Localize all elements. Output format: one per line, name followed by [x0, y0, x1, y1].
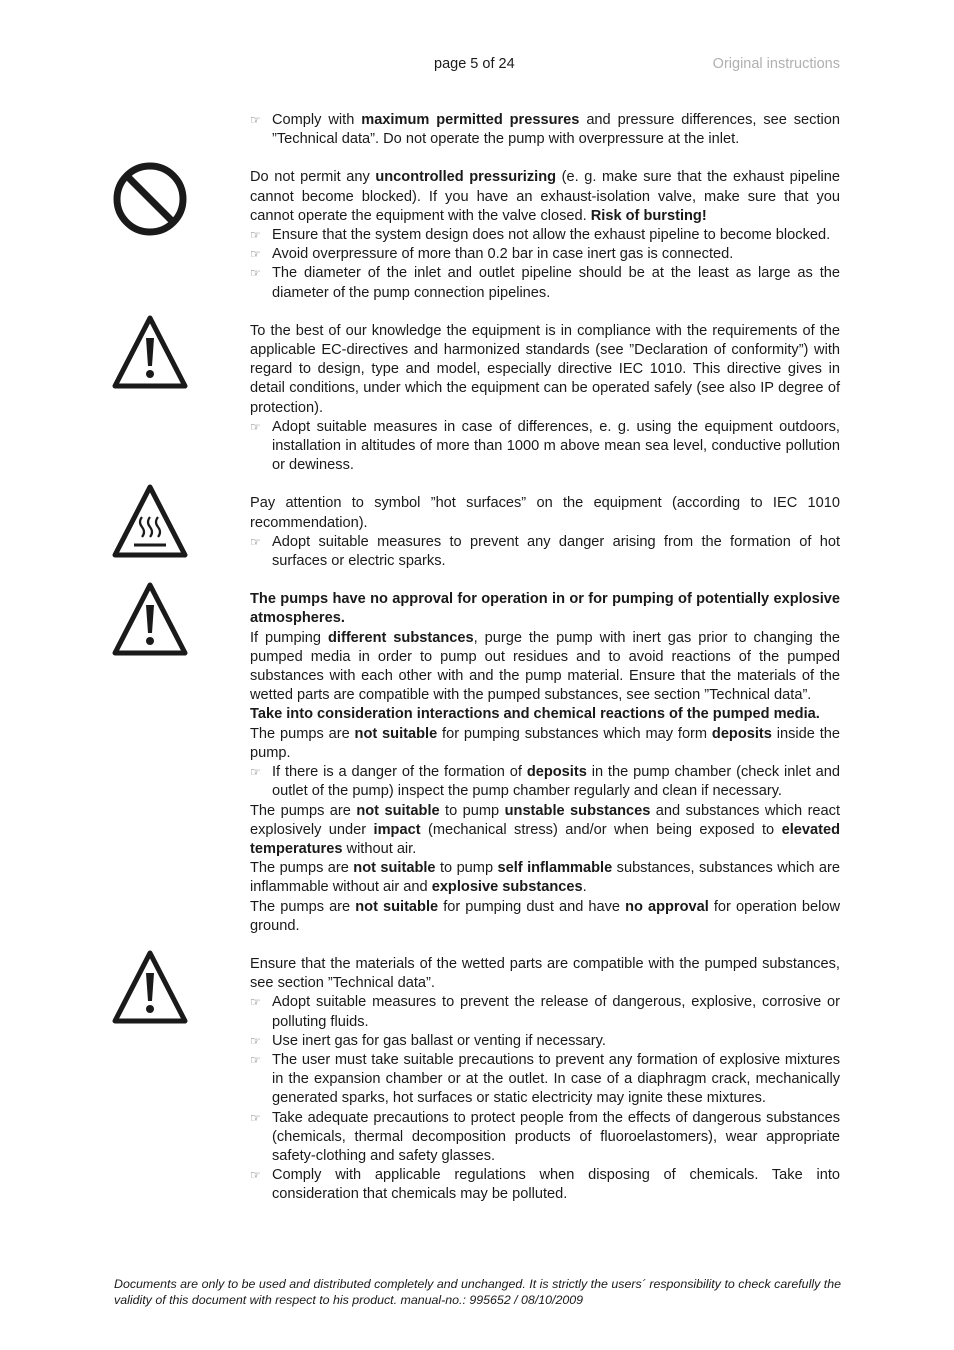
bullet-item: [250, 1109, 840, 1167]
text-run: and substances which react explosively under: [250, 802, 841, 838]
main-content: [250, 111, 840, 1224]
text-run: The user must take suitable precautions to prevent any formation of explosive mixtures in the expansion chamber or at the outlet. In case of a diaphragm crack, mechanically generated sparks, hot surfaces or static electricity may ignite these mixtures.: [272, 1051, 840, 1107]
bold-text: not suitable: [353, 860, 436, 877]
bold-text: no approval: [625, 898, 709, 915]
text-run: To the best of our knowledge the equipment is in compliance with the requirements of the applicable EC-directives and harmonized standards (see ”Declaration of conformity”) with regard to design, type and model, especially directive IEC 1010. This directive gives in detail conditions, under which the equipment can be operated safely (see also IP degree of protection).: [250, 322, 840, 416]
text-run: for pumping dust and have: [438, 898, 626, 915]
bold-text: not suitable: [356, 802, 440, 819]
pointing-hand-icon: ☞: [250, 1110, 261, 1125]
text-run: If pumping: [250, 629, 328, 646]
bold-text: explosive substances: [431, 879, 583, 896]
warning-triangle-icon: [112, 949, 188, 1025]
paragraph: [250, 705, 840, 724]
instruction-block: [250, 111, 840, 149]
pointing-hand-icon: ☞: [250, 534, 261, 549]
text-run: for operation below ground.: [250, 898, 841, 934]
pointing-hand-icon: ☞: [250, 1033, 261, 1048]
bold-text: uncontrolled pressurizing: [375, 169, 557, 186]
paragraph: [250, 322, 840, 418]
text-run: The diameter of the inlet and outlet pipeline should be at the least as large as the diameter of the pump connection pipelines.: [272, 265, 840, 301]
text-run: The pumps are: [250, 860, 354, 877]
text-run: The pumps are: [250, 802, 357, 819]
instruction-block: [250, 168, 840, 302]
bold-text: different substances: [327, 629, 474, 646]
text-run: Avoid overpressure of more than 0.2 bar in case inert gas is connected.: [272, 246, 734, 263]
paragraph: [250, 494, 840, 532]
instruction-block: [250, 494, 840, 571]
pointing-hand-icon: ☞: [250, 113, 261, 127]
text-run: to pump: [439, 802, 505, 819]
text-run: (mechanical stress) and/or when being exposed to: [420, 821, 782, 838]
bullet-item: [250, 264, 840, 302]
bullet-item: [250, 1166, 840, 1204]
paragraph: [250, 898, 840, 936]
pointing-hand-icon: ☞: [250, 1168, 261, 1183]
warning-triangle-icon: [112, 314, 188, 390]
text-run: Ensure that the system design does not allow the exhaust pipeline to become blocked.: [272, 227, 831, 244]
text-run: The pumps are: [250, 725, 355, 742]
bullet-item: [250, 1032, 840, 1051]
text-run: Do not permit any: [250, 169, 376, 186]
document-type-label: Original instructions: [712, 56, 840, 72]
warning-triangle-icon: [112, 581, 188, 657]
bold-text: self inflammable: [497, 860, 613, 877]
text-run: substances, substances which are inflammable without air and: [250, 860, 841, 896]
bullet-item: [250, 993, 840, 1031]
paragraph: [250, 859, 840, 897]
text-run: , purge the pump with inert gas prior to changing the pumped media in order to pump out residues and to avoid reactions of the pumped substances with each other with and the pump material. Ensure that the materials of the wetted parts are compatible with the pumped substances, see section ”Technical data”.: [250, 629, 840, 704]
bold-text: not suitable: [355, 898, 439, 915]
text-run: (e. g. make sure that the exhaust pipeline cannot become blocked). If you have an exhaust-isolation valve, make sure that you cannot operate the equipment with the valve closed.: [250, 169, 840, 224]
paragraph: [250, 590, 840, 628]
bullet-item: [250, 1051, 840, 1109]
pointing-hand-icon: ☞: [250, 247, 261, 262]
bold-text: Risk of bursting!: [590, 207, 707, 224]
text-run: Adopt suitable measures in case of differences, e. g. using the equipment outdoors, installation in altitudes of more than 1000 m above mean sea level, conductive pollution or dewiness.: [272, 418, 840, 474]
bullet-item: [250, 111, 840, 149]
bullet-item: [250, 533, 840, 571]
text-run: in the pump chamber (check inlet and outlet of the pump) inspect the pump chamber regularly and clean if necessary.: [272, 764, 840, 800]
prohibition-sign-icon: [112, 161, 188, 237]
text-run: for pumping substances which may form: [437, 725, 712, 742]
paragraph: [250, 802, 840, 860]
pointing-hand-icon: ☞: [250, 419, 261, 434]
text-run: Use inert gas for gas ballast or venting if necessary.: [272, 1032, 606, 1049]
hot-surface-icon: [112, 483, 188, 559]
bold-text: elevated temperatures: [250, 821, 840, 857]
paragraph: [250, 168, 840, 226]
text-run: without air.: [342, 840, 417, 857]
text-run: Adopt suitable measures to prevent any danger arising from the formation of hot surfaces or electric sparks.: [272, 533, 840, 570]
text-run: Ensure that the materials of the wetted parts are compatible with the pumped substances, see section ”Technical data”.: [250, 955, 840, 992]
bold-text: Take into consideration interactions and chemical reactions of the pumped media.: [250, 706, 820, 723]
pointing-hand-icon: ☞: [250, 765, 261, 780]
text-run: Pay attention to symbol ”hot surfaces” on the equipment (according to IEC 1010 recommendation).: [250, 495, 840, 531]
text-run: The pumps are: [250, 898, 356, 915]
bold-text: maximum permitted pressures: [361, 112, 580, 128]
paragraph: [250, 955, 840, 993]
bullet-item: [250, 763, 840, 801]
bold-text: not suitable: [354, 725, 438, 742]
bold-text: unstable substances: [504, 802, 651, 819]
bullet-item: [250, 245, 840, 264]
text-run: Comply with applicable regulations when disposing of chemicals. Take into consideration that chemicals may be polluted.: [272, 1167, 840, 1203]
paragraph: [250, 629, 840, 706]
pointing-hand-icon: ☞: [250, 995, 261, 1010]
text-run: inside the pump.: [250, 725, 840, 761]
instruction-block: [250, 322, 840, 476]
text-run: Comply with: [272, 112, 362, 128]
bold-text: The pumps have no approval for operation in or for pumping of potentially explosive atmospheres.: [250, 591, 840, 627]
bullet-item: [250, 418, 840, 476]
text-run: to pump: [435, 860, 498, 877]
instruction-block: [250, 590, 840, 936]
text-run: .: [582, 879, 587, 896]
bold-text: deposits: [526, 764, 587, 781]
pointing-hand-icon: ☞: [250, 228, 261, 243]
text-run: and pressure differences, see section ”Technical data”. Do not operate the pump with overpressure at the inlet.: [272, 112, 840, 148]
pointing-hand-icon: ☞: [250, 266, 261, 281]
text-run: Take adequate precautions to protect people from the effects of dangerous substances (chemicals, thermal decomposition products of fluoroelastomers), wear appropriate safety-clothing and safety glasses.: [272, 1109, 840, 1164]
page-number: page 5 of 24: [434, 56, 515, 72]
footer-note: Documents are only to be used and distributed completely and unchanged. It is strictly the users´ responsibility to check carefully the validity of this document with respect to his product. manual-no.: 995652 / 08/10/2009: [114, 1277, 841, 1307]
pointing-hand-icon: ☞: [250, 1052, 261, 1067]
paragraph: [250, 725, 840, 763]
bullet-item: [250, 226, 840, 245]
text-run: Adopt suitable measures to prevent the release of dangerous, explosive, corrosive or polluting fluids.: [272, 994, 840, 1030]
bold-text: impact: [373, 821, 421, 838]
bold-text: deposits: [711, 725, 772, 742]
instruction-block: [250, 955, 840, 1205]
text-run: If there is a danger of the formation of: [272, 764, 527, 781]
